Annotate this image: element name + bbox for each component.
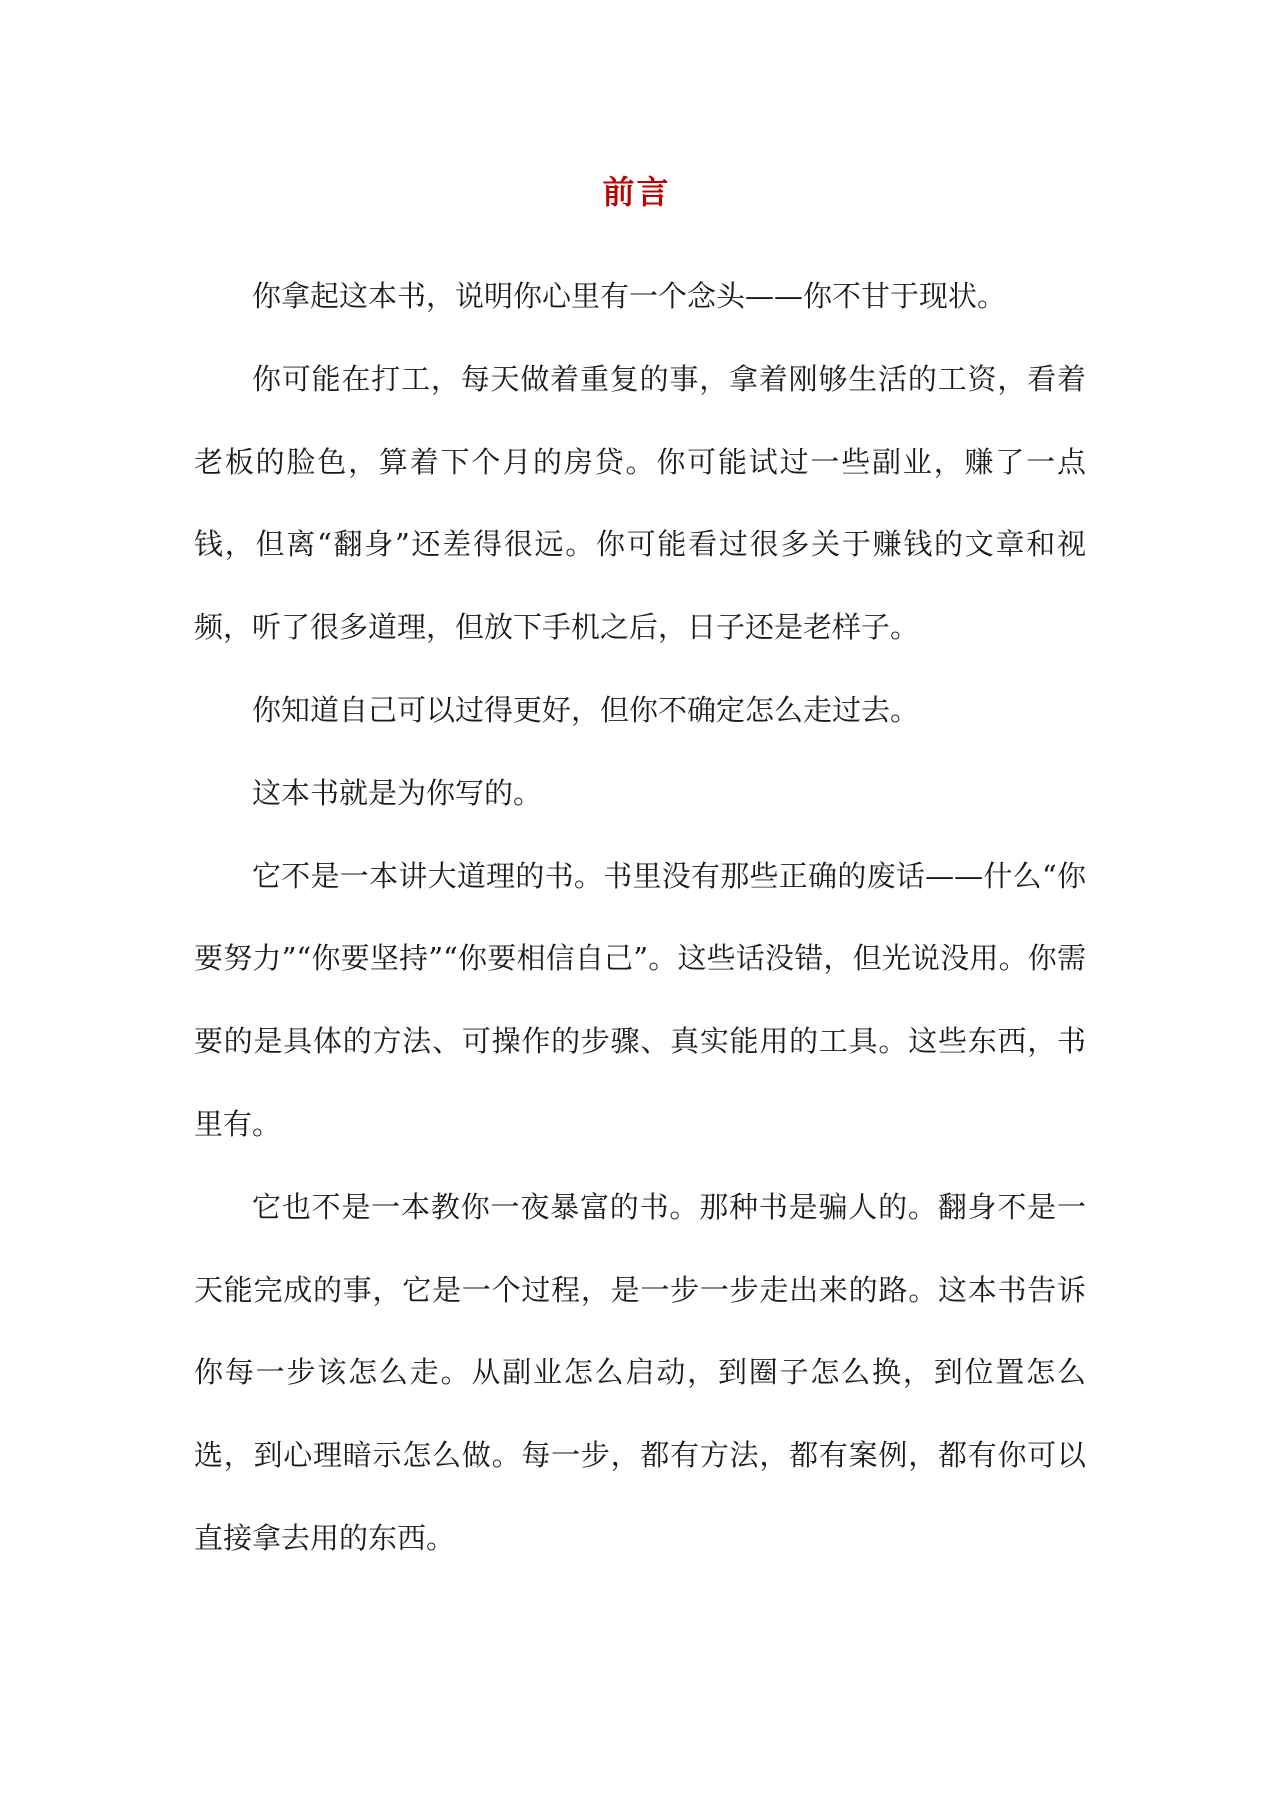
paragraph-1: 你拿起这本书，说明你心里有一个念头——你不甘于现状。 (252, 279, 1007, 313)
paragraph-6: 它也不是一本教你一夜暴富的书。那种书是骗人的。翻身不是一天能完成的事，它是一个过程，是一步一步走出来的路。这本书告诉你每一步该怎么走。从副业怎么启动，到圈子怎么换，到位置怎么选，到心理暗示怎么做。每一步，都有方法，都有案例，都有你可以直接拿去用的东西。 (194, 1189, 1086, 1555)
paragraph-2: 你可能在打工，每天做着重复的事，拿着刚够生活的工资，看着老板的脸色，算着下个月的房贷。你可能试过一些副业，赚了一点钱，但离“翻身”还差得很远。你可能看过很多关于赚钱的文章和视频，听了很多道理，但放下手机之后，日子还是老样子。 (194, 361, 1086, 645)
paragraph-4: 这本书就是为你写的。 (252, 775, 543, 810)
page-title: 前言 (602, 173, 671, 211)
paragraph-5: 它不是一本讲大道理的书。书里没有那些正确的废话——什么“你要努力”“你要坚持”“你要相信自己”。这些话没错，但光说没用。你需要的是具体的方法、可操作的步骤、真实能用的工具。这些东西，书里有。 (194, 858, 1086, 1141)
paragraph-3: 你知道自己可以过得更好，但你不确定怎么走过去。 (252, 692, 920, 727)
body-text (194, 255, 1086, 1580)
